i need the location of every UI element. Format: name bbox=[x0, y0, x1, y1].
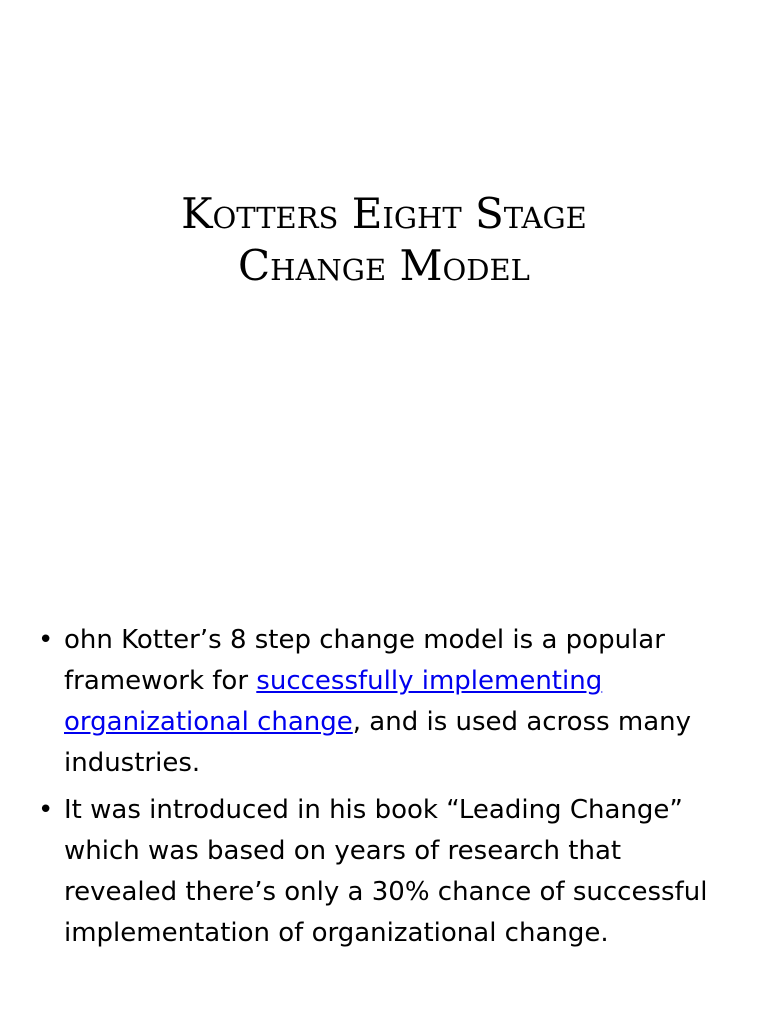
bullet-1-text-after-link: , and is used across many industries. bbox=[64, 707, 692, 778]
title-line-1: Kotters Eight Stage bbox=[181, 189, 587, 238]
implementing-change-link[interactable]: successfully implementing organizational change bbox=[64, 666, 603, 737]
bullet-list bbox=[36, 620, 736, 954]
bullet-2-text: It was introduced in his book “Leading Change” which was based on years of research that revealed there’s only a 30% chance of successful implementation of organizational change. bbox=[64, 795, 708, 948]
bullet-icon: • bbox=[38, 625, 54, 655]
bullet-icon: • bbox=[38, 795, 54, 825]
bullet-item-1 bbox=[36, 620, 736, 784]
bullet-1-text-before-link: ohn Kotter’s 8 step change model is a popular framework for bbox=[64, 625, 665, 696]
slide-body bbox=[36, 620, 736, 960]
title-line-2: Change Model bbox=[238, 241, 530, 290]
slide-title bbox=[40, 188, 728, 292]
bullet-item-2 bbox=[36, 790, 736, 954]
